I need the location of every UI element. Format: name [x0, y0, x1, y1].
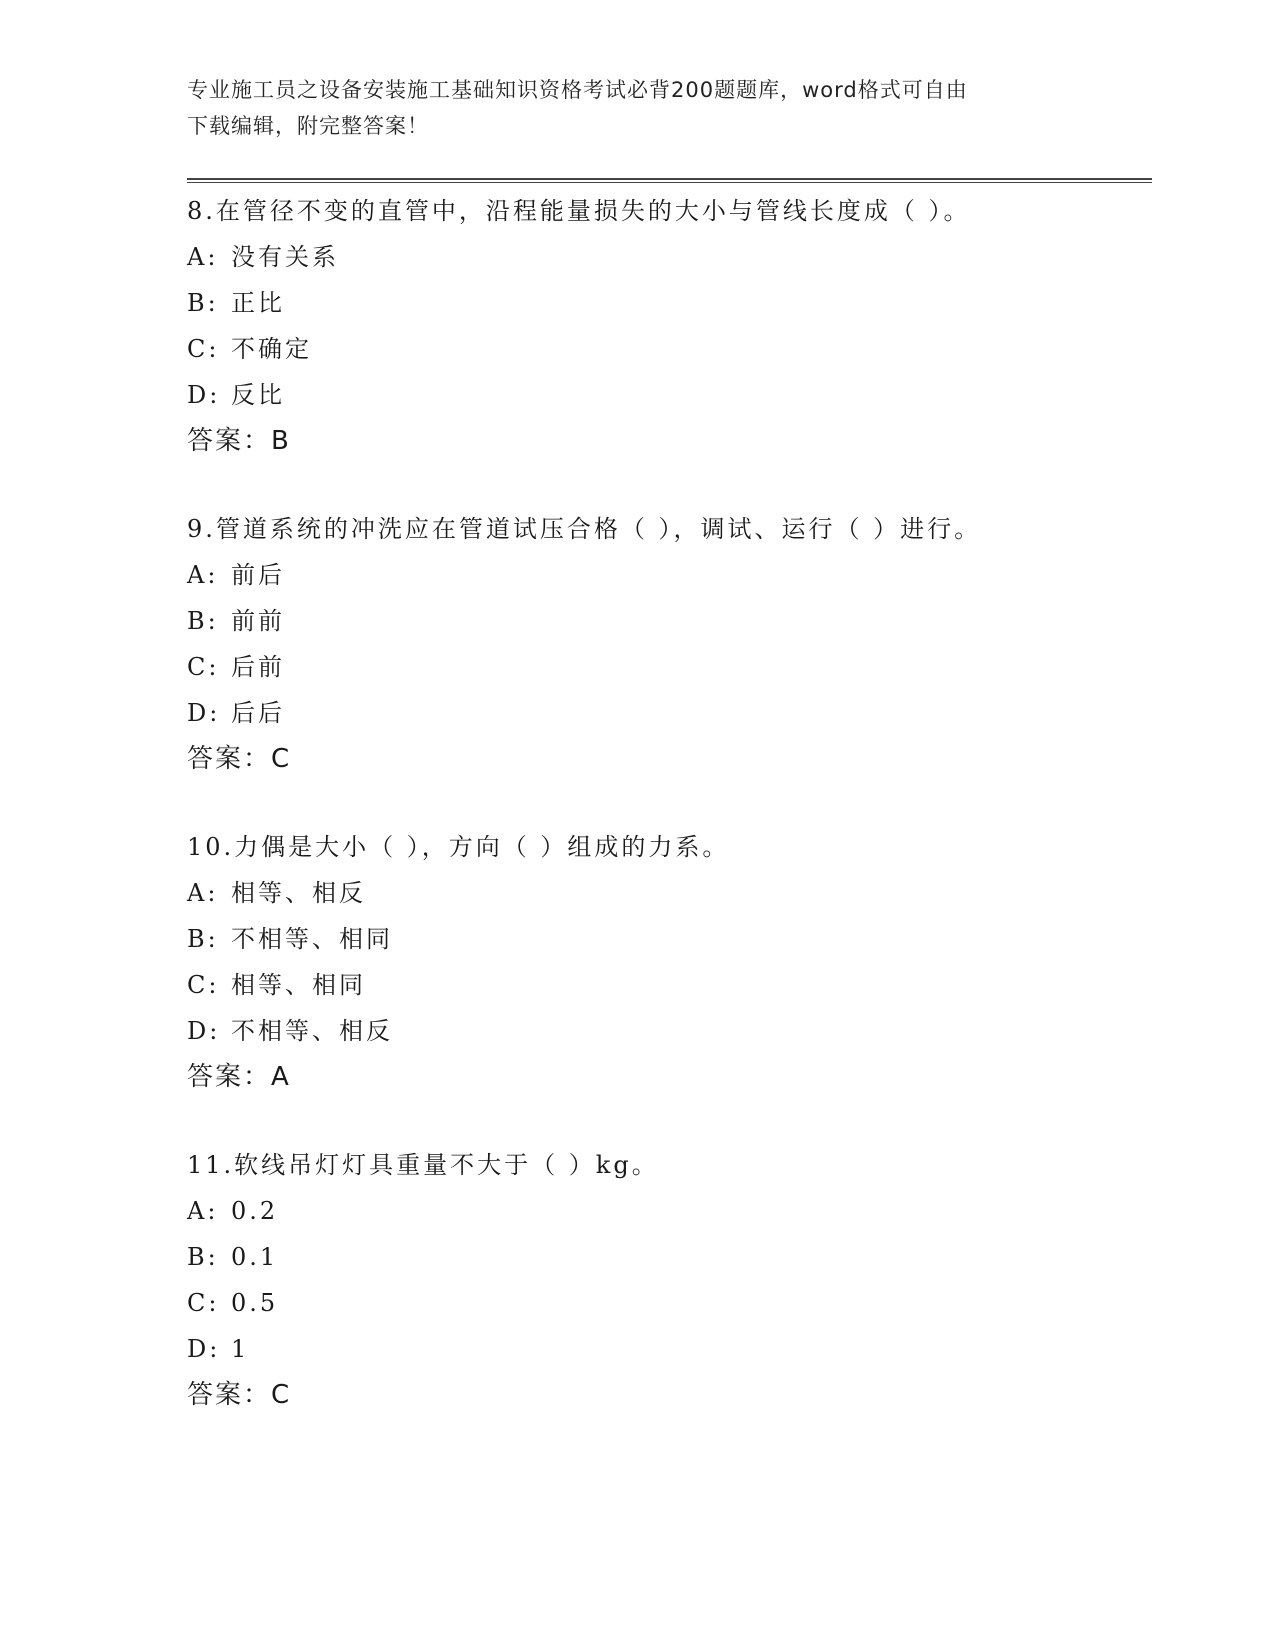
option-letter: A: [187, 1197, 219, 1225]
option-letter: D: [187, 381, 221, 409]
option-text: 不确定 [231, 335, 312, 363]
option-text: 没有关系 [231, 243, 339, 271]
option-b [187, 1234, 1152, 1280]
document-header [187, 72, 1067, 144]
option-b [187, 916, 1152, 962]
option-c [187, 962, 1152, 1008]
option-letter: B: [187, 925, 219, 953]
question-text: 8.在管径不变的直管中，沿程能量损失的大小与管线长度成（ ）。 [187, 197, 971, 225]
option-text: 不相等、相反 [231, 1017, 393, 1045]
option-letter: C: [187, 653, 220, 681]
option-c [187, 1280, 1152, 1326]
option-letter: D: [187, 699, 221, 727]
option-letter: D: [187, 1335, 221, 1363]
option-a [187, 552, 1152, 598]
option-letter: B: [187, 289, 219, 317]
option-letter: A: [187, 243, 219, 271]
option-text: 正比 [231, 289, 285, 317]
option-d [187, 372, 1152, 418]
answer: 答案：C [187, 744, 292, 774]
option-b [187, 598, 1152, 644]
option-letter: A: [187, 879, 219, 907]
question-8 [187, 188, 1152, 464]
question-9 [187, 506, 1152, 782]
option-text: 不相等、相同 [231, 925, 393, 953]
option-text: 0.5 [231, 1289, 279, 1317]
question-10 [187, 824, 1152, 1100]
option-d [187, 690, 1152, 736]
option-c [187, 326, 1152, 372]
question-11 [187, 1142, 1152, 1418]
option-text: 0.2 [231, 1197, 279, 1225]
question-text: 11.软线吊灯灯具重量不大于（ ）kg。 [187, 1151, 659, 1179]
option-letter: C: [187, 971, 220, 999]
option-b [187, 280, 1152, 326]
answer: 答案：C [187, 1380, 292, 1410]
option-text: 前后 [231, 561, 285, 589]
option-d [187, 1008, 1152, 1054]
option-letter: C: [187, 1289, 220, 1317]
answer: 答案：B [187, 426, 291, 456]
document-title-line-1: 专业施工员之设备安装施工基础知识资格考试必背200题题库，word格式可自由 [187, 78, 968, 102]
option-text: 0.1 [231, 1243, 279, 1271]
question-list [187, 188, 1152, 1460]
option-letter: A: [187, 561, 219, 589]
option-text: 后前 [231, 653, 285, 681]
option-text: 后后 [231, 699, 285, 727]
option-a [187, 1188, 1152, 1234]
question-text: 9.管道系统的冲洗应在管道试压合格（ ），调试、运行（ ）进行。 [187, 515, 982, 543]
option-c [187, 644, 1152, 690]
option-letter: B: [187, 1243, 219, 1271]
option-text: 1 [231, 1335, 250, 1363]
header-divider [187, 178, 1152, 183]
option-letter: B: [187, 607, 219, 635]
question-text: 10.力偶是大小（ ），方向（ ）组成的力系。 [187, 833, 730, 861]
option-text: 前前 [231, 607, 285, 635]
option-letter: D: [187, 1017, 221, 1045]
option-text: 反比 [231, 381, 285, 409]
option-d [187, 1326, 1152, 1372]
option-a [187, 870, 1152, 916]
option-text: 相等、相反 [231, 879, 366, 907]
option-a [187, 234, 1152, 280]
document-title-line-2: 下载编辑，附完整答案！ [187, 114, 429, 138]
option-letter: C: [187, 335, 220, 363]
answer: 答案：A [187, 1062, 291, 1092]
option-text: 相等、相同 [231, 971, 366, 999]
